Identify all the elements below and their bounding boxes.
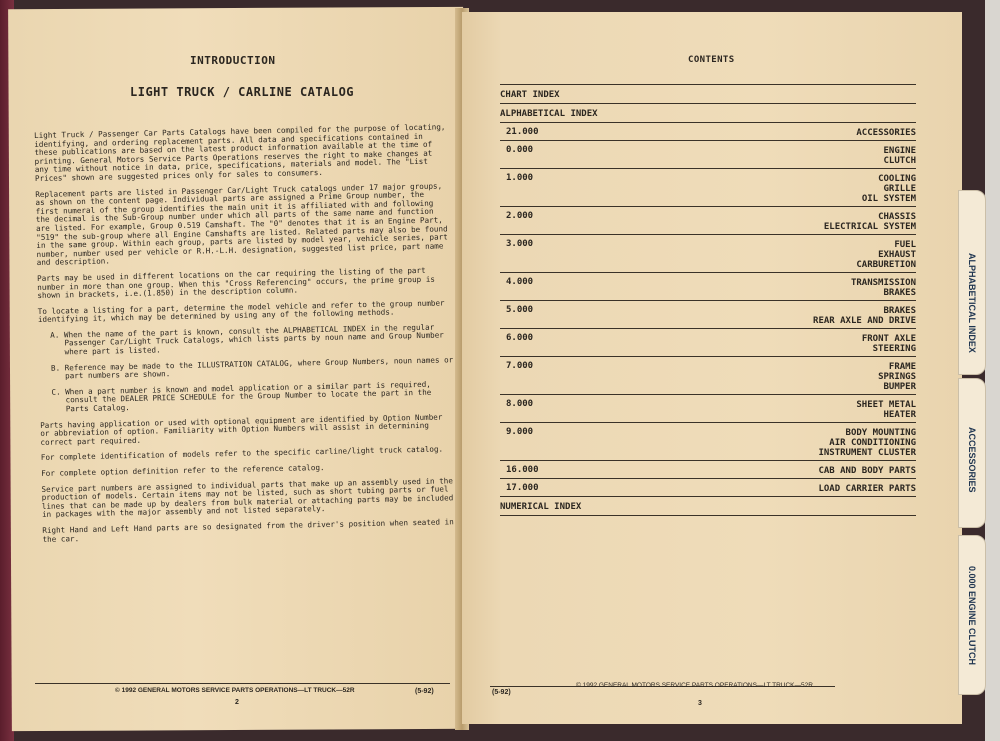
- right-footer: [490, 682, 835, 707]
- group-name: CHASSIS: [878, 212, 916, 222]
- group-name: FUEL: [894, 240, 916, 250]
- group-names: [500, 479, 916, 496]
- toc-row-group: [500, 356, 916, 394]
- toc-row-group: [500, 206, 916, 234]
- footer-date: (5-92): [415, 688, 434, 695]
- group-number: 8.000: [506, 399, 534, 409]
- group-names: [500, 301, 916, 328]
- intro-body: [34, 123, 458, 551]
- toc-row-group: [500, 328, 916, 356]
- tab-engine-clutch[interactable]: [958, 535, 986, 695]
- contents-table: [500, 84, 916, 516]
- toc-row-chart-index: [500, 84, 916, 103]
- group-names: [500, 169, 916, 206]
- background-edge: [985, 0, 1000, 741]
- group-names: [500, 461, 916, 478]
- group-number: 7.000: [506, 361, 534, 371]
- toc-row-group: [500, 422, 916, 460]
- group-name: CARBURETION: [856, 260, 916, 270]
- toc-row-group: [500, 478, 916, 496]
- group-number: 0.000: [506, 145, 534, 155]
- group-number: 3.000: [506, 239, 534, 249]
- toc-row-numerical-index: [500, 496, 916, 515]
- toc-row-group: [500, 234, 916, 272]
- tab-label: ALPHABETICAL INDEX: [967, 253, 977, 353]
- group-name: BRAKES: [883, 306, 916, 316]
- group-name: FRAME: [888, 362, 916, 372]
- tab-label: 0.000 ENGINE CLUTCH: [967, 566, 977, 666]
- group-name: SPRINGS: [878, 372, 916, 382]
- method-item: C. When a part number is known and model application or a similar part is required, consult the DEALER PRICE SCHEDULE for the Group Number to locate the part in the Parts Catalog.: [51, 379, 432, 414]
- group-name: BUMPER: [883, 382, 916, 392]
- group-name: GRILLE: [883, 184, 916, 194]
- intro-paragraph: To locate a listing for a part, determine the model vehicle and refer to the group number identifying it, which may be determined by using any of the following methods.: [37, 298, 445, 325]
- toc-row-group: [500, 394, 916, 422]
- toc-label: CHART INDEX: [500, 90, 560, 100]
- method-item: A. When the name of the part is known, consult the ALPHABETICAL INDEX in the regular Passenger Car/Light Truck Catalogs, which lists parts by noun name and Group Number where part is listed.: [50, 322, 444, 357]
- group-name: EXHAUST: [878, 250, 916, 260]
- group-number: 1.000: [506, 173, 534, 183]
- toc-row-group: [500, 460, 916, 478]
- group-name: ENGINE: [883, 146, 916, 156]
- catalog-title: LIGHT TRUCK / CARLINE CATALOG: [130, 85, 355, 99]
- group-name: HEATER: [883, 410, 916, 420]
- group-name: OIL SYSTEM: [861, 194, 916, 204]
- group-name: CAB AND BODY PARTS: [818, 466, 916, 476]
- footer-date: (5-92): [492, 689, 511, 696]
- group-number: 4.000: [506, 277, 534, 287]
- group-names: [500, 123, 916, 140]
- group-name: AIR CONDITIONING: [829, 438, 916, 448]
- intro-paragraph: Service part numbers are assigned to individual parts that make up an assembly used in the production of models. Certain items may not be listed, such as short tubing parts or fuel lines that can be made up by dealers from bulk material or attaching parts may be included in packages with the major assembly and not listed separately.: [41, 475, 454, 520]
- group-name: ACCESSORIES: [856, 128, 916, 138]
- group-name: REAR AXLE AND DRIVE: [813, 316, 916, 326]
- intro-paragraph: For complete option definition refer to the reference catalog.: [41, 462, 325, 478]
- group-names: [500, 357, 916, 394]
- intro-heading: INTRODUCTION: [190, 54, 276, 67]
- tab-label: ACCESSORIES: [967, 427, 977, 493]
- group-names: [500, 329, 916, 356]
- group-number: 5.000: [506, 305, 534, 315]
- intro-paragraph: Light Truck / Passenger Car Parts Catalogs have been compiled for the purpose of locating, identifying, and ordering replacement parts. All data and specifications contained in these publications are based on the latest product information available at the time of printing. General Motors Service Parts Operations reserves the right to make changes at any time without notice in data, price, specifications, materials and model. The "List Prices" shown are suggested prices only for sales to consumers.: [33, 122, 446, 183]
- group-name: LOAD CARRIER PARTS: [818, 484, 916, 494]
- intro-paragraph: Parts having application or used with optional equipment are identified by Option Number or abbreviation of option. Familiarity with Option Numbers will assist in determining correct part required.: [40, 412, 443, 447]
- toc-row-group: [500, 168, 916, 206]
- group-name: FRONT AXLE: [861, 334, 916, 344]
- footer-rule: [35, 683, 450, 684]
- copyright-line: © 1992 GENERAL MOTORS SERVICE PARTS OPERATIONS—LT TRUCK—52R: [115, 687, 355, 694]
- toc-row-group: [500, 140, 916, 168]
- group-names: [500, 235, 916, 272]
- page-number: 2: [235, 699, 239, 706]
- group-name: ELECTRICAL SYSTEM: [823, 222, 916, 232]
- toc-row-group: [500, 300, 916, 328]
- group-name: INSTRUMENT CLUSTER: [818, 448, 916, 458]
- group-names: [500, 273, 916, 300]
- copyright-line: © 1992 GENERAL MOTORS SERVICE PARTS OPERATIONS—LT TRUCK—52R: [576, 682, 813, 689]
- group-number: 6.000: [506, 333, 534, 343]
- group-name: COOLING: [878, 174, 916, 184]
- toc-label: NUMERICAL INDEX: [500, 502, 582, 512]
- toc-label: ALPHABETICAL INDEX: [500, 109, 598, 119]
- group-name: TRANSMISSION: [850, 278, 916, 288]
- group-name: STEERING: [872, 344, 916, 354]
- group-names: [500, 423, 916, 460]
- group-number: 9.000: [506, 427, 534, 437]
- group-name: SHEET METAL: [856, 400, 916, 410]
- tab-accessories[interactable]: [958, 378, 986, 528]
- group-names: [500, 207, 916, 234]
- toc-row-group: [500, 122, 916, 140]
- intro-paragraph: Replacement parts are listed in Passenger Car/Light Truck catalogs under 17 major groups, as shown on the content page. Individual parts are assigned a Prime Group number, the first numeral of the group identifies the main unit it is affiliated with and following the decimal is the Sub-Group number under which all parts of the same name and function are listed. For example, Group 0.519 Camshaft. The "0" denotes that it is an Engine Part, "519" the sub-group where all Engine Camshafts are listed. Related parts may also be found in the same group. Within each group, parts are listed by model year, vehicle series, part number, number used per vehicle or R.H.-L.H. designation, suggested list price, part name and description.: [35, 181, 448, 268]
- group-number: 2.000: [506, 211, 534, 221]
- tab-alphabetical-index[interactable]: [958, 190, 986, 375]
- toc-row-group: [500, 272, 916, 300]
- group-number: 17.000: [506, 483, 539, 493]
- toc-row-alphabetical-index: [500, 103, 916, 122]
- group-names: [500, 395, 916, 422]
- group-number: 16.000: [506, 465, 539, 475]
- group-name: BRAKES: [883, 288, 916, 298]
- group-name: CLUTCH: [883, 156, 916, 166]
- page-number: 3: [698, 700, 702, 707]
- intro-paragraph: Parts may be used in different locations on the car requiring the listing of the part number in more than one group. When this "Cross Referencing" occurs, the prime group is shown in brackets, i.e.(1.850) in the description column.: [36, 265, 436, 301]
- group-number: 21.000: [506, 127, 539, 137]
- intro-paragraph: Right Hand and Left Hand parts are so designated from the driver's position when seated in the car.: [42, 517, 454, 544]
- toc-bottom-rule: [500, 515, 916, 516]
- intro-paragraph: For complete identification of models refer to the specific carline/light truck catalog.: [40, 444, 444, 463]
- method-item: B. Reference may be made to the ILLUSTRATION CATALOG, where Group Numbers, noun names or part numbers are shown.: [50, 354, 454, 381]
- group-name: BODY MOUNTING: [845, 428, 916, 438]
- contents-heading: CONTENTS: [688, 55, 735, 65]
- left-footer: [35, 683, 450, 706]
- group-names: [500, 141, 916, 168]
